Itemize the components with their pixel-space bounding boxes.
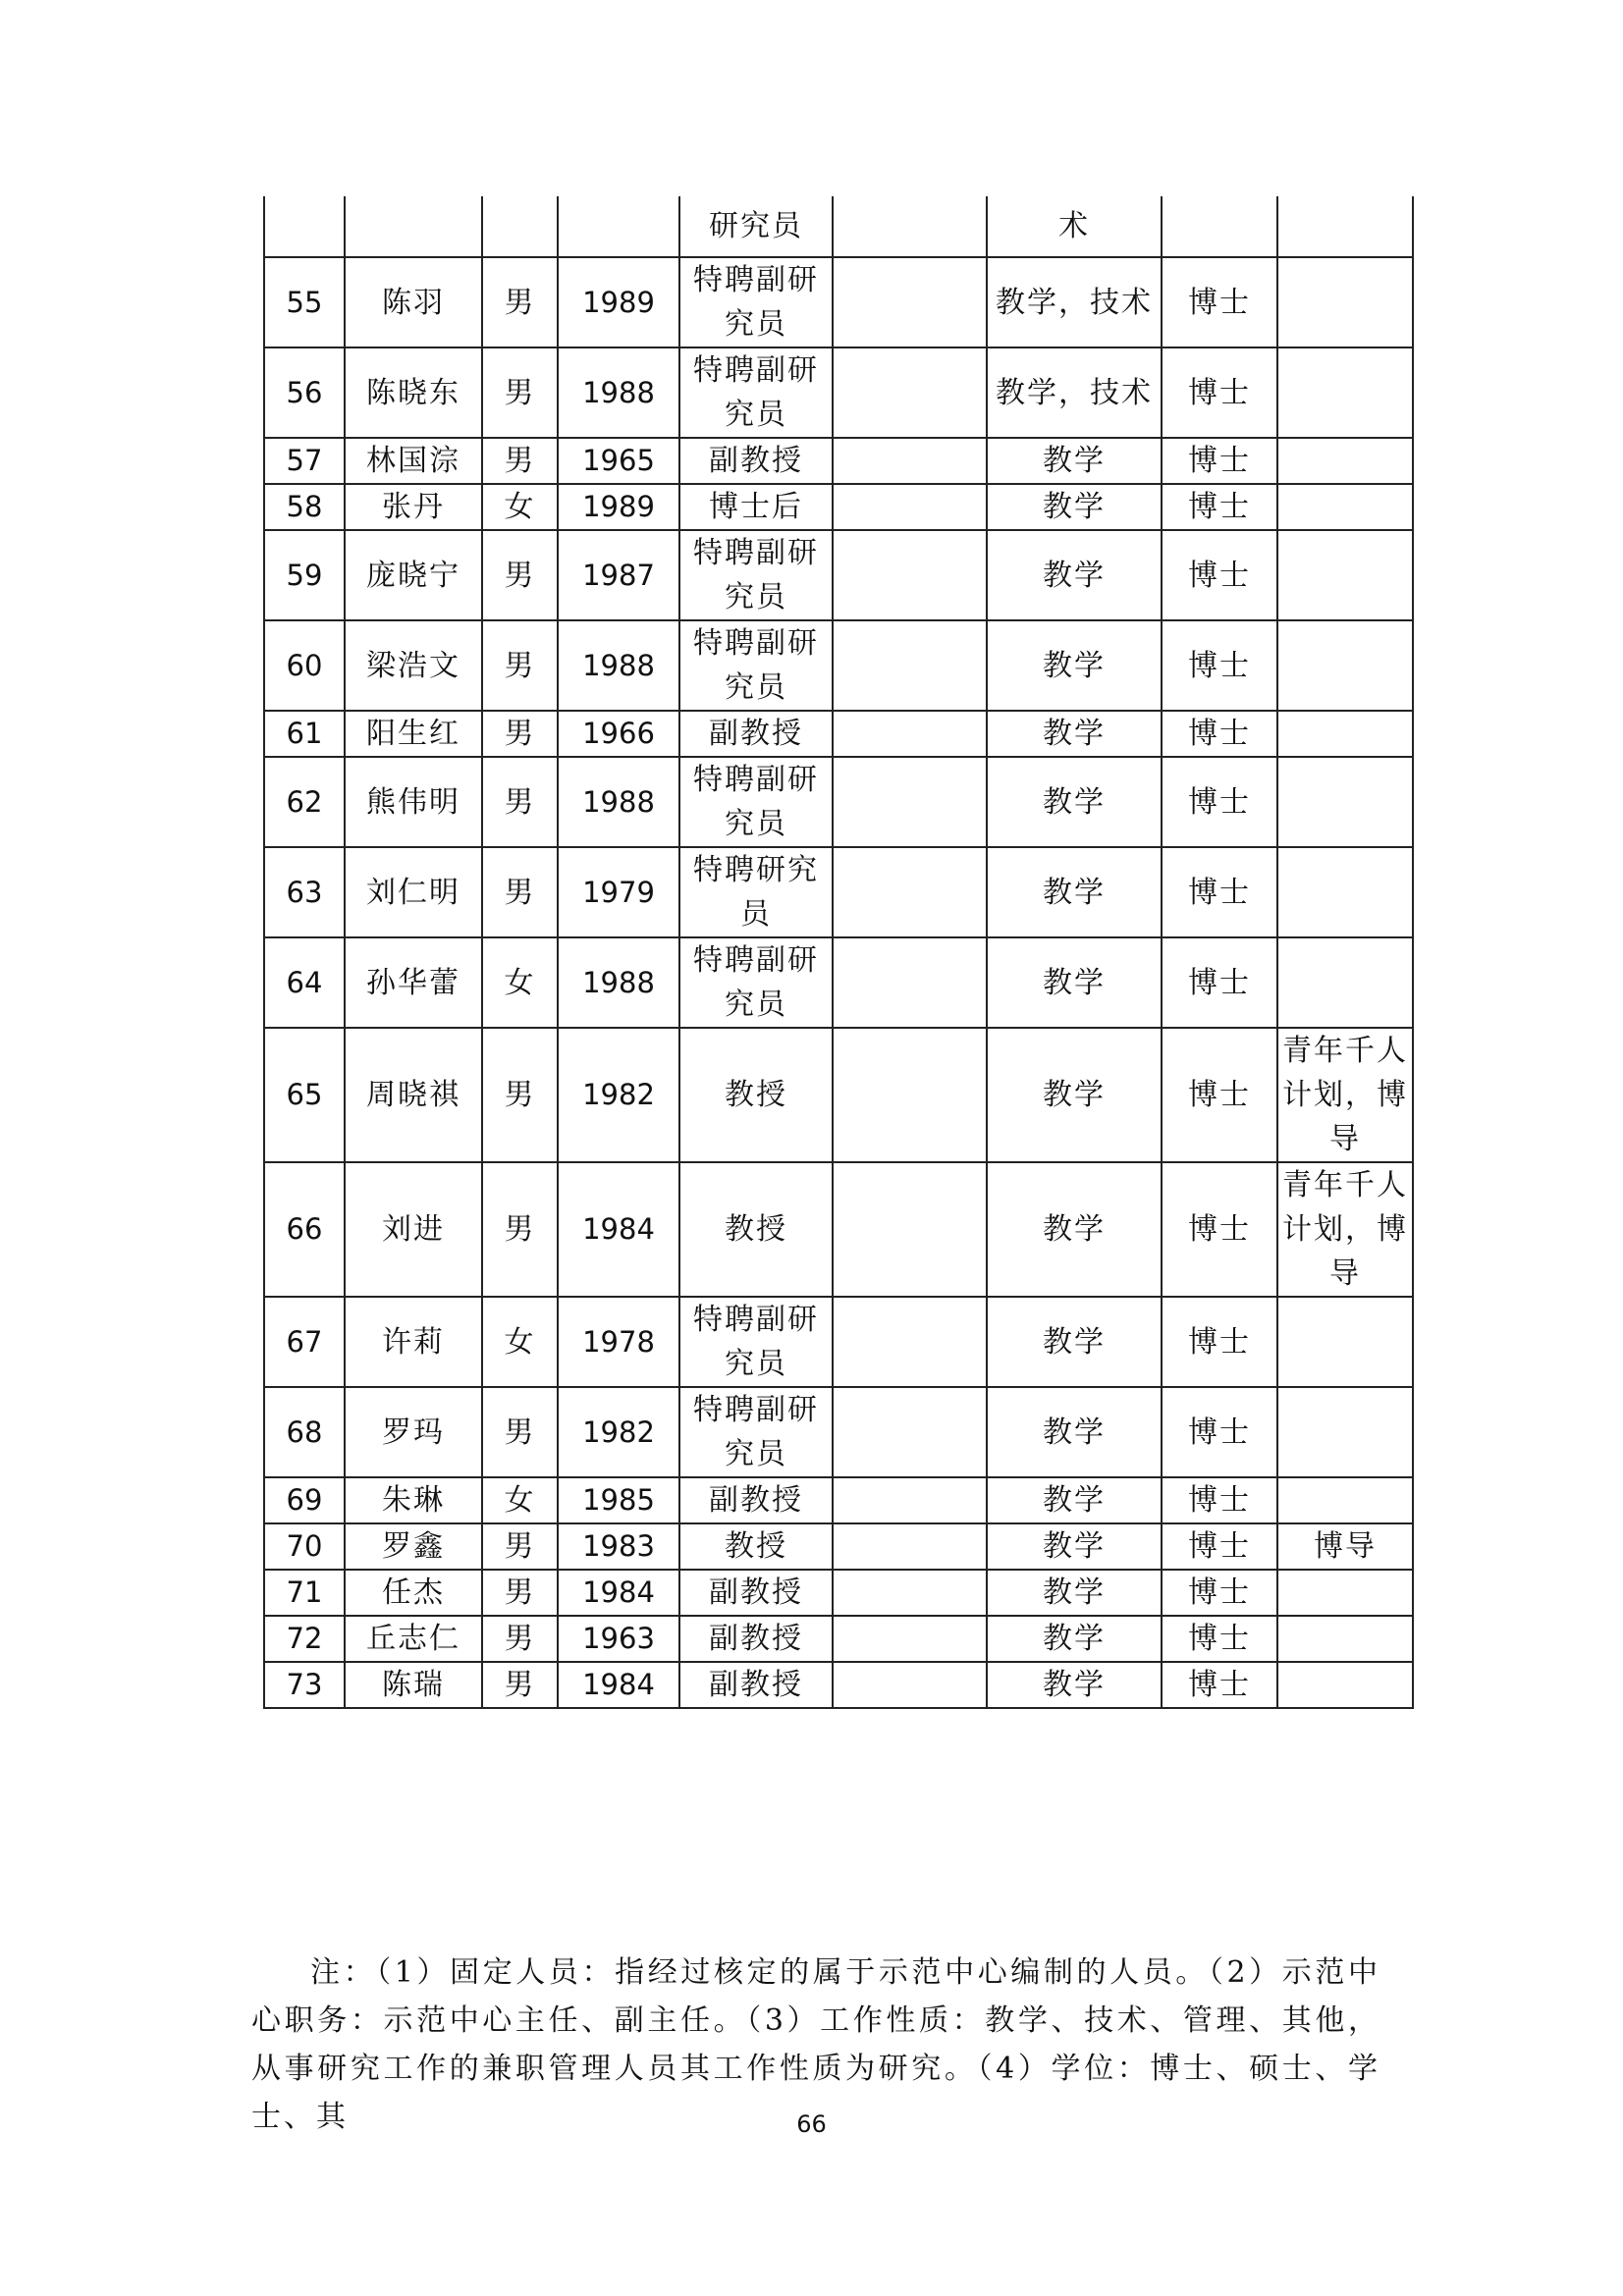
cell-nature: 术 bbox=[987, 196, 1162, 257]
cell-title: 副教授 bbox=[679, 438, 833, 484]
cell-remark bbox=[1277, 1297, 1413, 1387]
cell-role bbox=[833, 1028, 987, 1162]
cell-year: 1966 bbox=[558, 711, 679, 757]
cell-year: 1979 bbox=[558, 847, 679, 937]
cell-num: 55 bbox=[264, 257, 345, 347]
cell-role bbox=[833, 347, 987, 438]
cell-name: 刘进 bbox=[345, 1162, 482, 1297]
cell-num: 58 bbox=[264, 484, 345, 530]
cell-year: 1988 bbox=[558, 347, 679, 438]
cell-name: 罗玛 bbox=[345, 1387, 482, 1477]
cell-degree: 博士 bbox=[1162, 757, 1277, 847]
cell-nature: 教学 bbox=[987, 937, 1162, 1028]
table-row bbox=[264, 1477, 1413, 1523]
cell-degree: 博士 bbox=[1162, 1028, 1277, 1162]
table-row bbox=[264, 757, 1413, 847]
cell-degree: 博士 bbox=[1162, 847, 1277, 937]
cell-role bbox=[833, 530, 987, 620]
cell-name: 林国淙 bbox=[345, 438, 482, 484]
cell-degree: 博士 bbox=[1162, 438, 1277, 484]
cell-remark bbox=[1277, 711, 1413, 757]
cell-num: 71 bbox=[264, 1570, 345, 1616]
cell-title: 教授 bbox=[679, 1028, 833, 1162]
cell-title: 特聘研究员 bbox=[679, 847, 833, 937]
cell-degree: 博士 bbox=[1162, 1477, 1277, 1523]
cell-role bbox=[833, 1477, 987, 1523]
table-row bbox=[264, 257, 1413, 347]
cell-nature: 教学 bbox=[987, 484, 1162, 530]
cell-name: 梁浩文 bbox=[345, 620, 482, 711]
cell-year: 1984 bbox=[558, 1162, 679, 1297]
cell-role bbox=[833, 1162, 987, 1297]
cell-gender: 男 bbox=[482, 257, 558, 347]
cell-name: 阳生红 bbox=[345, 711, 482, 757]
cell-year: 1988 bbox=[558, 757, 679, 847]
cell-name: 陈羽 bbox=[345, 257, 482, 347]
cell-remark bbox=[1277, 257, 1413, 347]
cell-remark bbox=[1277, 530, 1413, 620]
cell-title: 特聘副研究员 bbox=[679, 620, 833, 711]
cell-num bbox=[264, 196, 345, 257]
cell-num: 56 bbox=[264, 347, 345, 438]
cell-num: 59 bbox=[264, 530, 345, 620]
staff-table bbox=[263, 196, 1414, 1709]
table-row bbox=[264, 847, 1413, 937]
cell-nature: 教学 bbox=[987, 1387, 1162, 1477]
cell-gender: 女 bbox=[482, 1477, 558, 1523]
cell-title: 教授 bbox=[679, 1523, 833, 1570]
cell-nature: 教学 bbox=[987, 1477, 1162, 1523]
cell-title: 副教授 bbox=[679, 711, 833, 757]
cell-title: 副教授 bbox=[679, 1570, 833, 1616]
cell-num: 69 bbox=[264, 1477, 345, 1523]
cell-remark bbox=[1277, 438, 1413, 484]
cell-degree: 博士 bbox=[1162, 530, 1277, 620]
cell-role bbox=[833, 711, 987, 757]
cell-name: 朱琳 bbox=[345, 1477, 482, 1523]
cell-nature: 教学 bbox=[987, 438, 1162, 484]
cell-remark bbox=[1277, 196, 1413, 257]
table-row bbox=[264, 1570, 1413, 1616]
cell-title: 副教授 bbox=[679, 1616, 833, 1662]
cell-title: 特聘副研究员 bbox=[679, 530, 833, 620]
cell-year: 1988 bbox=[558, 620, 679, 711]
cell-nature: 教学 bbox=[987, 711, 1162, 757]
table-row bbox=[264, 1028, 1413, 1162]
cell-year: 1963 bbox=[558, 1616, 679, 1662]
cell-degree: 博士 bbox=[1162, 1662, 1277, 1708]
cell-name: 庞晓宁 bbox=[345, 530, 482, 620]
cell-num: 65 bbox=[264, 1028, 345, 1162]
cell-title: 研究员 bbox=[679, 196, 833, 257]
cell-title: 特聘副研究员 bbox=[679, 347, 833, 438]
cell-year: 1987 bbox=[558, 530, 679, 620]
cell-role bbox=[833, 757, 987, 847]
cell-role bbox=[833, 847, 987, 937]
cell-remark bbox=[1277, 1616, 1413, 1662]
cell-gender: 女 bbox=[482, 937, 558, 1028]
cell-degree: 博士 bbox=[1162, 620, 1277, 711]
cell-year: 1988 bbox=[558, 937, 679, 1028]
cell-nature: 教学 bbox=[987, 1616, 1162, 1662]
cell-gender: 男 bbox=[482, 1616, 558, 1662]
cell-title: 博士后 bbox=[679, 484, 833, 530]
cell-remark bbox=[1277, 847, 1413, 937]
cell-nature: 教学 bbox=[987, 620, 1162, 711]
page-number: 66 bbox=[796, 2110, 827, 2138]
cell-role bbox=[833, 1662, 987, 1708]
cell-name: 刘仁明 bbox=[345, 847, 482, 937]
cell-nature: 教学 bbox=[987, 1523, 1162, 1570]
table-row bbox=[264, 1387, 1413, 1477]
cell-nature: 教学，技术 bbox=[987, 347, 1162, 438]
cell-num: 73 bbox=[264, 1662, 345, 1708]
cell-year: 1984 bbox=[558, 1662, 679, 1708]
cell-role bbox=[833, 196, 987, 257]
cell-remark bbox=[1277, 347, 1413, 438]
cell-degree: 博士 bbox=[1162, 1387, 1277, 1477]
cell-gender: 女 bbox=[482, 1297, 558, 1387]
table-row bbox=[264, 1616, 1413, 1662]
cell-role bbox=[833, 257, 987, 347]
cell-name: 丘志仁 bbox=[345, 1616, 482, 1662]
cell-year: 1965 bbox=[558, 438, 679, 484]
cell-num: 70 bbox=[264, 1523, 345, 1570]
cell-remark bbox=[1277, 937, 1413, 1028]
cell-role bbox=[833, 1616, 987, 1662]
cell-name: 张丹 bbox=[345, 484, 482, 530]
table-row bbox=[264, 1162, 1413, 1297]
table-row bbox=[264, 1297, 1413, 1387]
cell-year: 1984 bbox=[558, 1570, 679, 1616]
table-row bbox=[264, 1662, 1413, 1708]
cell-title: 副教授 bbox=[679, 1477, 833, 1523]
cell-title: 特聘副研究员 bbox=[679, 1387, 833, 1477]
cell-num: 63 bbox=[264, 847, 345, 937]
cell-year: 1983 bbox=[558, 1523, 679, 1570]
cell-name: 熊伟明 bbox=[345, 757, 482, 847]
cell-nature: 教学 bbox=[987, 1028, 1162, 1162]
cell-name: 任杰 bbox=[345, 1570, 482, 1616]
cell-gender: 男 bbox=[482, 1662, 558, 1708]
cell-year: 1978 bbox=[558, 1297, 679, 1387]
cell-degree: 博士 bbox=[1162, 257, 1277, 347]
cell-remark bbox=[1277, 1662, 1413, 1708]
cell-name: 周晓祺 bbox=[345, 1028, 482, 1162]
cell-title: 特聘副研究员 bbox=[679, 257, 833, 347]
cell-degree: 博士 bbox=[1162, 347, 1277, 438]
cell-nature: 教学，技术 bbox=[987, 257, 1162, 347]
cell-degree: 博士 bbox=[1162, 937, 1277, 1028]
cell-role bbox=[833, 937, 987, 1028]
cell-name: 罗鑫 bbox=[345, 1523, 482, 1570]
cell-role bbox=[833, 438, 987, 484]
cell-role bbox=[833, 620, 987, 711]
table-row bbox=[264, 620, 1413, 711]
cell-nature: 教学 bbox=[987, 847, 1162, 937]
cell-name: 陈瑞 bbox=[345, 1662, 482, 1708]
cell-remark bbox=[1277, 484, 1413, 530]
cell-num: 60 bbox=[264, 620, 345, 711]
cell-title: 教授 bbox=[679, 1162, 833, 1297]
cell-num: 57 bbox=[264, 438, 345, 484]
cell-degree: 博士 bbox=[1162, 1570, 1277, 1616]
cell-remark bbox=[1277, 1387, 1413, 1477]
cell-remark bbox=[1277, 1570, 1413, 1616]
table-row bbox=[264, 937, 1413, 1028]
cell-num: 72 bbox=[264, 1616, 345, 1662]
cell-remark bbox=[1277, 620, 1413, 711]
cell-degree: 博士 bbox=[1162, 711, 1277, 757]
table-row bbox=[264, 438, 1413, 484]
cell-title: 特聘副研究员 bbox=[679, 1297, 833, 1387]
cell-nature: 教学 bbox=[987, 757, 1162, 847]
cell-num: 67 bbox=[264, 1297, 345, 1387]
cell-num: 62 bbox=[264, 757, 345, 847]
cell-gender: 男 bbox=[482, 438, 558, 484]
cell-year: 1985 bbox=[558, 1477, 679, 1523]
cell-nature: 教学 bbox=[987, 1662, 1162, 1708]
cell-degree: 博士 bbox=[1162, 1162, 1277, 1297]
table-row bbox=[264, 711, 1413, 757]
cell-title: 特聘副研究员 bbox=[679, 757, 833, 847]
cell-role bbox=[833, 1570, 987, 1616]
cell-num: 64 bbox=[264, 937, 345, 1028]
table-row bbox=[264, 484, 1413, 530]
table-row bbox=[264, 1523, 1413, 1570]
table-row bbox=[264, 196, 1413, 257]
cell-degree: 博士 bbox=[1162, 1616, 1277, 1662]
footnote-text: 注：（1）固定人员：指经过核定的属于示范中心编制的人员。（2）示范中心职务：示范中心主任、副主任。（3）工作性质：教学、技术、管理、其他，从事研究工作的兼职管理人员其工作性质为研究。（4）学位：博士、硕士、学士、其 bbox=[251, 1955, 1380, 2134]
cell-year: 1982 bbox=[558, 1387, 679, 1477]
cell-nature: 教学 bbox=[987, 1570, 1162, 1616]
cell-gender: 男 bbox=[482, 1028, 558, 1162]
cell-nature: 教学 bbox=[987, 1162, 1162, 1297]
cell-nature: 教学 bbox=[987, 1297, 1162, 1387]
cell-gender: 男 bbox=[482, 1387, 558, 1477]
cell-gender: 男 bbox=[482, 711, 558, 757]
cell-remark: 青年千人计划，博导 bbox=[1277, 1162, 1413, 1297]
cell-gender: 男 bbox=[482, 620, 558, 711]
table-row bbox=[264, 530, 1413, 620]
cell-title: 副教授 bbox=[679, 1662, 833, 1708]
cell-name: 许莉 bbox=[345, 1297, 482, 1387]
cell-gender: 男 bbox=[482, 1523, 558, 1570]
cell-num: 66 bbox=[264, 1162, 345, 1297]
cell-name: 孙华蕾 bbox=[345, 937, 482, 1028]
cell-gender bbox=[482, 196, 558, 257]
cell-nature: 教学 bbox=[987, 530, 1162, 620]
cell-year: 1989 bbox=[558, 257, 679, 347]
cell-remark bbox=[1277, 1477, 1413, 1523]
cell-gender: 男 bbox=[482, 347, 558, 438]
cell-role bbox=[833, 484, 987, 530]
cell-gender: 女 bbox=[482, 484, 558, 530]
cell-title: 特聘副研究员 bbox=[679, 937, 833, 1028]
cell-role bbox=[833, 1297, 987, 1387]
cell-remark: 博导 bbox=[1277, 1523, 1413, 1570]
cell-num: 61 bbox=[264, 711, 345, 757]
cell-year: 1982 bbox=[558, 1028, 679, 1162]
cell-num: 68 bbox=[264, 1387, 345, 1477]
cell-degree: 博士 bbox=[1162, 1523, 1277, 1570]
cell-year bbox=[558, 196, 679, 257]
cell-remark bbox=[1277, 757, 1413, 847]
table-row bbox=[264, 347, 1413, 438]
cell-degree: 博士 bbox=[1162, 484, 1277, 530]
cell-gender: 男 bbox=[482, 847, 558, 937]
cell-remark: 青年千人计划，博导 bbox=[1277, 1028, 1413, 1162]
staff-table-body bbox=[264, 196, 1413, 1708]
cell-role bbox=[833, 1523, 987, 1570]
cell-year: 1989 bbox=[558, 484, 679, 530]
cell-gender: 男 bbox=[482, 530, 558, 620]
cell-role bbox=[833, 1387, 987, 1477]
cell-degree: 博士 bbox=[1162, 1297, 1277, 1387]
cell-name: 陈晓东 bbox=[345, 347, 482, 438]
cell-degree bbox=[1162, 196, 1277, 257]
cell-name bbox=[345, 196, 482, 257]
cell-gender: 男 bbox=[482, 1162, 558, 1297]
cell-gender: 男 bbox=[482, 1570, 558, 1616]
cell-gender: 男 bbox=[482, 757, 558, 847]
